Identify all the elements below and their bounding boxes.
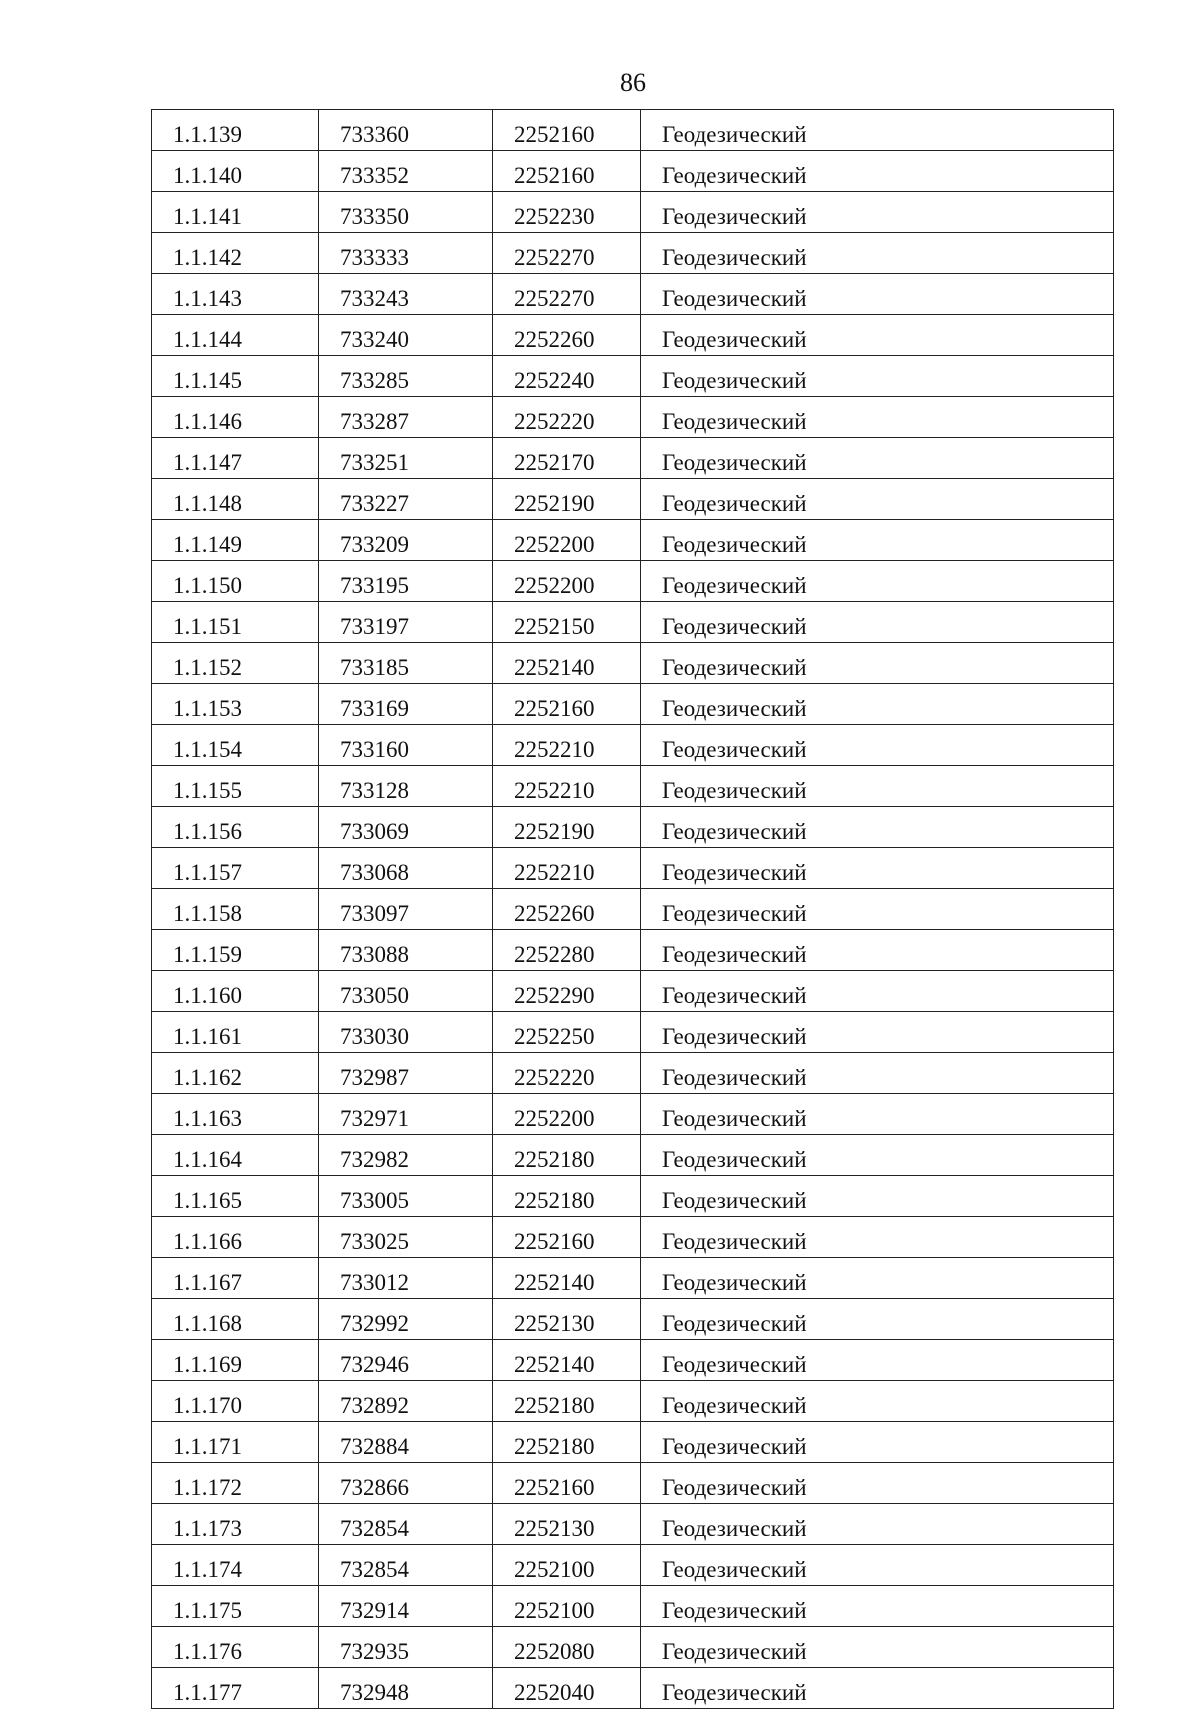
point-number-cell: 1.1.152 <box>152 643 319 684</box>
y-coordinate-cell: 2252160 <box>493 1463 641 1504</box>
point-number-cell: 1.1.164 <box>152 1135 319 1176</box>
table-row <box>152 930 1114 971</box>
point-number-cell: 1.1.172 <box>152 1463 319 1504</box>
point-number-cell: 1.1.162 <box>152 1053 319 1094</box>
table-row <box>152 315 1114 356</box>
point-type-cell: Геодезический <box>641 274 1114 315</box>
x-coordinate-cell: 733068 <box>319 848 493 889</box>
y-coordinate-cell: 2252200 <box>493 1094 641 1135</box>
y-coordinate-cell: 2252220 <box>493 1053 641 1094</box>
y-coordinate-cell: 2252230 <box>493 192 641 233</box>
point-number-cell: 1.1.143 <box>152 274 319 315</box>
table-row <box>152 848 1114 889</box>
x-coordinate-cell: 733251 <box>319 438 493 479</box>
y-coordinate-cell: 2252190 <box>493 479 641 520</box>
x-coordinate-cell: 733030 <box>319 1012 493 1053</box>
x-coordinate-cell: 733012 <box>319 1258 493 1299</box>
x-coordinate-cell: 733005 <box>319 1176 493 1217</box>
point-number-cell: 1.1.171 <box>152 1422 319 1463</box>
x-coordinate-cell: 733350 <box>319 192 493 233</box>
point-type-cell: Геодезический <box>641 725 1114 766</box>
x-coordinate-cell: 732982 <box>319 1135 493 1176</box>
table-row <box>152 1258 1114 1299</box>
y-coordinate-cell: 2252150 <box>493 602 641 643</box>
point-number-cell: 1.1.149 <box>152 520 319 561</box>
y-coordinate-cell: 2252280 <box>493 930 641 971</box>
y-coordinate-cell: 2252160 <box>493 151 641 192</box>
point-type-cell: Геодезический <box>641 971 1114 1012</box>
point-type-cell: Геодезический <box>641 1545 1114 1586</box>
table-row <box>152 1422 1114 1463</box>
point-type-cell: Геодезический <box>641 1504 1114 1545</box>
x-coordinate-cell: 733287 <box>319 397 493 438</box>
y-coordinate-cell: 2252260 <box>493 889 641 930</box>
y-coordinate-cell: 2252040 <box>493 1668 641 1709</box>
point-type-cell: Геодезический <box>641 561 1114 602</box>
table-row <box>152 274 1114 315</box>
table-row <box>152 602 1114 643</box>
x-coordinate-cell: 733169 <box>319 684 493 725</box>
point-number-cell: 1.1.146 <box>152 397 319 438</box>
point-type-cell: Геодезический <box>641 397 1114 438</box>
point-type-cell: Геодезический <box>641 643 1114 684</box>
point-type-cell: Геодезический <box>641 438 1114 479</box>
point-type-cell: Геодезический <box>641 1299 1114 1340</box>
point-type-cell: Геодезический <box>641 110 1114 151</box>
point-type-cell: Геодезический <box>641 479 1114 520</box>
x-coordinate-cell: 732992 <box>319 1299 493 1340</box>
x-coordinate-cell: 733160 <box>319 725 493 766</box>
point-number-cell: 1.1.158 <box>152 889 319 930</box>
point-type-cell: Геодезический <box>641 930 1114 971</box>
point-type-cell: Геодезический <box>641 684 1114 725</box>
x-coordinate-cell: 733240 <box>319 315 493 356</box>
point-number-cell: 1.1.139 <box>152 110 319 151</box>
table-row <box>152 1053 1114 1094</box>
page-number: 86 <box>620 68 646 97</box>
table-row <box>152 1176 1114 1217</box>
point-number-cell: 1.1.153 <box>152 684 319 725</box>
y-coordinate-cell: 2252180 <box>493 1135 641 1176</box>
table-row <box>152 397 1114 438</box>
point-type-cell: Геодезический <box>641 1586 1114 1627</box>
point-number-cell: 1.1.169 <box>152 1340 319 1381</box>
y-coordinate-cell: 2252290 <box>493 971 641 1012</box>
point-type-cell: Геодезический <box>641 602 1114 643</box>
point-number-cell: 1.1.166 <box>152 1217 319 1258</box>
x-coordinate-cell: 733025 <box>319 1217 493 1258</box>
table-row <box>152 356 1114 397</box>
coordinates-table-body <box>152 110 1114 1709</box>
point-type-cell: Геодезический <box>641 1463 1114 1504</box>
point-number-cell: 1.1.140 <box>152 151 319 192</box>
x-coordinate-cell: 732892 <box>319 1381 493 1422</box>
table-row <box>152 643 1114 684</box>
table-row <box>152 971 1114 1012</box>
point-type-cell: Геодезический <box>641 1094 1114 1135</box>
y-coordinate-cell: 2252160 <box>493 110 641 151</box>
y-coordinate-cell: 2252080 <box>493 1627 641 1668</box>
point-type-cell: Геодезический <box>641 1217 1114 1258</box>
point-type-cell: Геодезический <box>641 1627 1114 1668</box>
x-coordinate-cell: 732971 <box>319 1094 493 1135</box>
table-row <box>152 889 1114 930</box>
table-row <box>152 766 1114 807</box>
table-row <box>152 1668 1114 1709</box>
table-row <box>152 1217 1114 1258</box>
table-row <box>152 438 1114 479</box>
point-type-cell: Геодезический <box>641 848 1114 889</box>
table-row <box>152 479 1114 520</box>
x-coordinate-cell: 732948 <box>319 1668 493 1709</box>
x-coordinate-cell: 732935 <box>319 1627 493 1668</box>
point-type-cell: Геодезический <box>641 1053 1114 1094</box>
point-number-cell: 1.1.142 <box>152 233 319 274</box>
table-row <box>152 1299 1114 1340</box>
table-row <box>152 725 1114 766</box>
table-row <box>152 561 1114 602</box>
point-type-cell: Геодезический <box>641 766 1114 807</box>
point-number-cell: 1.1.150 <box>152 561 319 602</box>
x-coordinate-cell: 732987 <box>319 1053 493 1094</box>
x-coordinate-cell: 733243 <box>319 274 493 315</box>
point-number-cell: 1.1.161 <box>152 1012 319 1053</box>
y-coordinate-cell: 2252140 <box>493 1340 641 1381</box>
y-coordinate-cell: 2252250 <box>493 1012 641 1053</box>
point-number-cell: 1.1.175 <box>152 1586 319 1627</box>
point-type-cell: Геодезический <box>641 807 1114 848</box>
point-type-cell: Геодезический <box>641 151 1114 192</box>
point-type-cell: Геодезический <box>641 1668 1114 1709</box>
point-number-cell: 1.1.174 <box>152 1545 319 1586</box>
x-coordinate-cell: 732946 <box>319 1340 493 1381</box>
point-number-cell: 1.1.167 <box>152 1258 319 1299</box>
table-row <box>152 520 1114 561</box>
point-type-cell: Геодезический <box>641 520 1114 561</box>
point-type-cell: Геодезический <box>641 1381 1114 1422</box>
y-coordinate-cell: 2252180 <box>493 1176 641 1217</box>
x-coordinate-cell: 733360 <box>319 110 493 151</box>
table-row <box>152 1627 1114 1668</box>
table-row <box>152 1012 1114 1053</box>
y-coordinate-cell: 2252200 <box>493 520 641 561</box>
x-coordinate-cell: 732854 <box>319 1504 493 1545</box>
table-row <box>152 1094 1114 1135</box>
y-coordinate-cell: 2252210 <box>493 766 641 807</box>
table-row <box>152 192 1114 233</box>
point-number-cell: 1.1.156 <box>152 807 319 848</box>
y-coordinate-cell: 2252180 <box>493 1381 641 1422</box>
y-coordinate-cell: 2252100 <box>493 1586 641 1627</box>
point-number-cell: 1.1.170 <box>152 1381 319 1422</box>
point-number-cell: 1.1.159 <box>152 930 319 971</box>
table-row <box>152 1463 1114 1504</box>
point-number-cell: 1.1.151 <box>152 602 319 643</box>
point-type-cell: Геодезический <box>641 1422 1114 1463</box>
point-type-cell: Геодезический <box>641 889 1114 930</box>
y-coordinate-cell: 2252140 <box>493 643 641 684</box>
point-type-cell: Геодезический <box>641 356 1114 397</box>
point-number-cell: 1.1.147 <box>152 438 319 479</box>
x-coordinate-cell: 733352 <box>319 151 493 192</box>
x-coordinate-cell: 733227 <box>319 479 493 520</box>
y-coordinate-cell: 2252130 <box>493 1299 641 1340</box>
point-number-cell: 1.1.177 <box>152 1668 319 1709</box>
y-coordinate-cell: 2252240 <box>493 356 641 397</box>
point-type-cell: Геодезический <box>641 192 1114 233</box>
point-number-cell: 1.1.168 <box>152 1299 319 1340</box>
x-coordinate-cell: 732884 <box>319 1422 493 1463</box>
table-row <box>152 1504 1114 1545</box>
y-coordinate-cell: 2252220 <box>493 397 641 438</box>
y-coordinate-cell: 2252130 <box>493 1504 641 1545</box>
table-row <box>152 807 1114 848</box>
x-coordinate-cell: 733195 <box>319 561 493 602</box>
point-type-cell: Геодезический <box>641 1135 1114 1176</box>
x-coordinate-cell: 733128 <box>319 766 493 807</box>
x-coordinate-cell: 733333 <box>319 233 493 274</box>
point-type-cell: Геодезический <box>641 1340 1114 1381</box>
point-type-cell: Геодезический <box>641 1012 1114 1053</box>
x-coordinate-cell: 733285 <box>319 356 493 397</box>
x-coordinate-cell: 733209 <box>319 520 493 561</box>
x-coordinate-cell: 732854 <box>319 1545 493 1586</box>
point-number-cell: 1.1.141 <box>152 192 319 233</box>
y-coordinate-cell: 2252180 <box>493 1422 641 1463</box>
point-number-cell: 1.1.144 <box>152 315 319 356</box>
point-number-cell: 1.1.165 <box>152 1176 319 1217</box>
y-coordinate-cell: 2252270 <box>493 233 641 274</box>
coordinates-table <box>151 109 1114 1709</box>
table-row <box>152 110 1114 151</box>
y-coordinate-cell: 2252190 <box>493 807 641 848</box>
table-row <box>152 1381 1114 1422</box>
y-coordinate-cell: 2252140 <box>493 1258 641 1299</box>
point-number-cell: 1.1.154 <box>152 725 319 766</box>
table-row <box>152 1340 1114 1381</box>
y-coordinate-cell: 2252270 <box>493 274 641 315</box>
y-coordinate-cell: 2252210 <box>493 725 641 766</box>
y-coordinate-cell: 2252160 <box>493 684 641 725</box>
point-number-cell: 1.1.145 <box>152 356 319 397</box>
x-coordinate-cell: 732866 <box>319 1463 493 1504</box>
table-row <box>152 1135 1114 1176</box>
point-number-cell: 1.1.163 <box>152 1094 319 1135</box>
y-coordinate-cell: 2252160 <box>493 1217 641 1258</box>
point-type-cell: Геодезический <box>641 233 1114 274</box>
x-coordinate-cell: 733197 <box>319 602 493 643</box>
y-coordinate-cell: 2252210 <box>493 848 641 889</box>
table-row <box>152 1545 1114 1586</box>
table-row <box>152 233 1114 274</box>
point-number-cell: 1.1.160 <box>152 971 319 1012</box>
point-type-cell: Геодезический <box>641 1176 1114 1217</box>
table-row <box>152 1586 1114 1627</box>
y-coordinate-cell: 2252200 <box>493 561 641 602</box>
x-coordinate-cell: 733185 <box>319 643 493 684</box>
x-coordinate-cell: 733069 <box>319 807 493 848</box>
point-number-cell: 1.1.176 <box>152 1627 319 1668</box>
point-number-cell: 1.1.157 <box>152 848 319 889</box>
point-type-cell: Геодезический <box>641 315 1114 356</box>
point-number-cell: 1.1.173 <box>152 1504 319 1545</box>
table-row <box>152 151 1114 192</box>
x-coordinate-cell: 732914 <box>319 1586 493 1627</box>
table-row <box>152 684 1114 725</box>
y-coordinate-cell: 2252100 <box>493 1545 641 1586</box>
y-coordinate-cell: 2252260 <box>493 315 641 356</box>
x-coordinate-cell: 733097 <box>319 889 493 930</box>
point-number-cell: 1.1.148 <box>152 479 319 520</box>
point-type-cell: Геодезический <box>641 1258 1114 1299</box>
x-coordinate-cell: 733088 <box>319 930 493 971</box>
y-coordinate-cell: 2252170 <box>493 438 641 479</box>
x-coordinate-cell: 733050 <box>319 971 493 1012</box>
point-number-cell: 1.1.155 <box>152 766 319 807</box>
